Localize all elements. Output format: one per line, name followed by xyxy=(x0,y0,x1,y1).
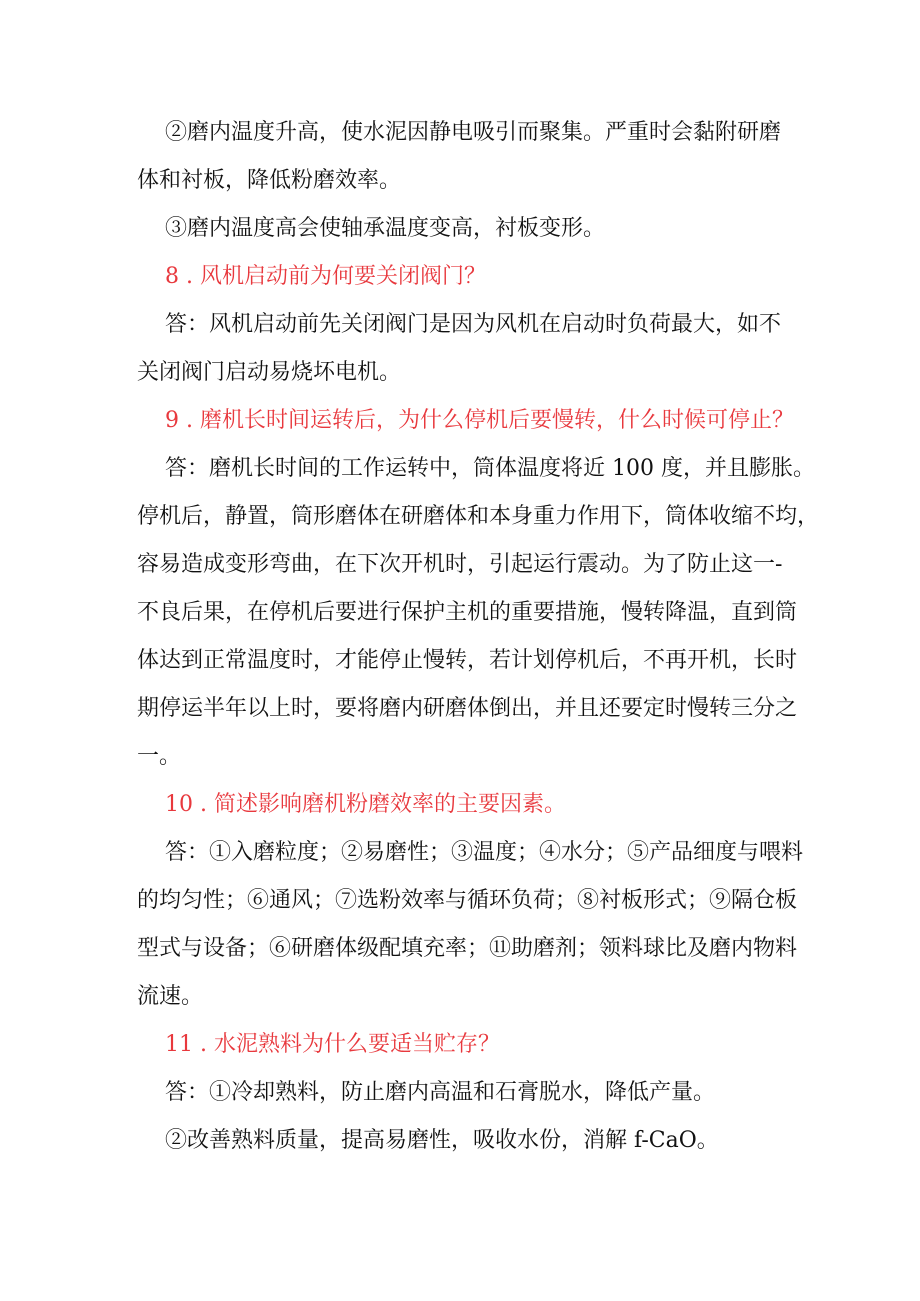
answer-line-10-1: 答：①入磨粒度；②易磨性；③温度；④水分；⑤产品细度与喂料 xyxy=(165,840,804,865)
answer-line-10-2: 的均匀性；⑥通风；⑦选粉效率与循环负荷；⑧衬板形式；⑨隔仓板 xyxy=(137,888,798,913)
answer-line-9-5: 体达到正常温度时，才能停止慢转，若计划停机后，不再开机，长时 xyxy=(137,648,798,673)
answer-line-8-2: 关闭阀门启动易烧坏电机。 xyxy=(137,360,402,385)
question-heading-10: 10 . 简述影响磨机粉磨效率的主要因素。 xyxy=(165,792,566,817)
answer-line-9-1: 答：磨机长时间的工作运转中，筒体温度将近 100 度，并且膨胀。 xyxy=(165,456,815,481)
answer-line-11-1: 答：①冷却熟料，防止磨内高温和石膏脱水，降低产量。 xyxy=(165,1080,716,1105)
question-heading-8: 8 . 风机启动前为何要关闭阀门？ xyxy=(165,264,486,289)
answer-line-9-2: 停机后，静置，筒形磨体在研磨体和本身重力作用下，筒体收缩不均， xyxy=(137,504,820,529)
answer-line-9-3: 容易造成变形弯曲，在下次开机时，引起运行震动。为了防止这一- xyxy=(137,552,783,577)
answer-line-9-7: 一。 xyxy=(137,744,182,769)
paragraph-line-7b-1: ②磨内温度升高，使水泥因静电吸引而聚集。严重时会黏附研磨 xyxy=(165,120,782,145)
question-heading-11: 11 . 水泥熟料为什么要适当贮存？ xyxy=(165,1032,500,1057)
answer-line-10-3: 型式与设备；⑥研磨体级配填充率；⑪助磨剂；领料球比及磨内物料 xyxy=(137,936,798,961)
paragraph-line-7c-1: ③磨内温度高会使轴承温度变高，衬板变形。 xyxy=(165,216,606,241)
answer-line-9-4: 不良后果，在停机后要进行保护主机的重要措施，慢转降温，直到筒 xyxy=(137,600,798,625)
paragraph-line-7b-2: 体和衬板，降低粉磨效率。 xyxy=(137,168,402,193)
answer-line-9-6: 期停运半年以上时，要将磨内研磨体倒出，并且还要定时慢转三分之 xyxy=(137,696,798,721)
answer-line-11-2: ②改善熟料质量，提高易磨性，吸收水份，消解 f-CaO。 xyxy=(165,1128,719,1153)
answer-line-10-4: 流速。 xyxy=(137,984,204,1009)
question-heading-9: 9 . 磨机长时间运转后，为什么停机后要慢转，什么时候可停止？ xyxy=(165,408,794,433)
answer-line-8-1: 答：风机启动前先关闭阀门是因为风机在启动时负荷最大，如不 xyxy=(165,312,782,337)
